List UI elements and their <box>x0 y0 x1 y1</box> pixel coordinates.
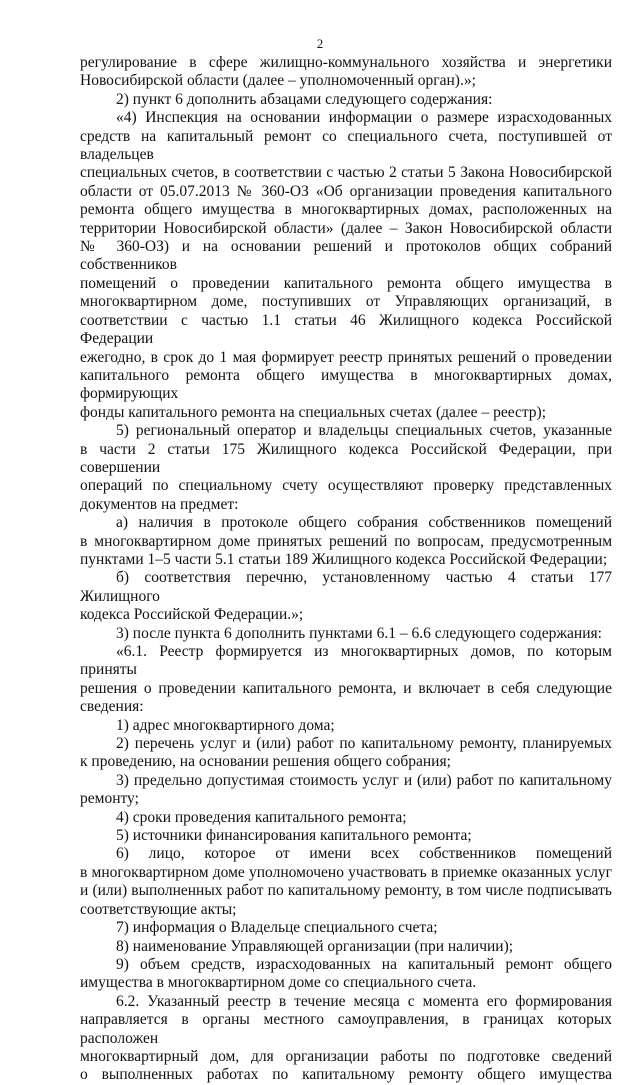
text-line: 1) адрес многоквартирного дома; <box>116 716 335 734</box>
text-line: Новосибирской области (далее – уполномоченный орган).»; <box>80 72 476 90</box>
text-line: кодекса Российской Федерации.»; <box>80 606 304 624</box>
text-line: 5) региональный оператор и владельцы специальных счетов, указанные <box>116 422 612 440</box>
text-line: «4) Инспекция на основании информации о размере израсходованных <box>116 109 612 127</box>
text-line: 8) наименование Управляющей организации (при наличии); <box>116 937 514 955</box>
text-line: о выполненных работах по капитальному ремонту общего имущества <box>80 1066 612 1084</box>
text-line: решения о проведении капитального ремонта, и включает в себя следующие сведения: <box>80 679 612 716</box>
text-line: регулирование в сфере жилищно-коммунального хозяйства и энергетики <box>80 54 612 71</box>
text-line: 5) источники финансирования капитального ремонта; <box>116 827 472 845</box>
text-line: к проведению, на основании решения общего собрания; <box>80 753 451 771</box>
text-line: 3) после пункта 6 дополнить пунктами 6.1 – 6.6 следующего содержания: <box>116 624 602 642</box>
text-line: 3) предельно допустимая стоимость услуг и (или) работ по капитальному <box>116 771 612 789</box>
text-line: 9) объем средств, израсходованных на капитальный ремонт общего <box>116 955 612 973</box>
document-body <box>80 54 612 1085</box>
text-line: соответствующие акты; <box>80 900 237 918</box>
text-line: № 360-ОЗ) и на основании решений и протоколов общих собраний собственников <box>80 238 612 274</box>
text-line: территории Новосибирской области» (далее – Закон Новосибирской области <box>80 219 612 237</box>
text-line: операций по специальному счету осуществляют проверку представленных <box>80 477 612 495</box>
text-line: 6) лицо, которое от имени всех собственников помещений <box>116 845 612 863</box>
text-line: имущества в многоквартирном доме со специального счета. <box>80 974 477 992</box>
text-line: документов на предмет: <box>80 495 239 513</box>
text-line: ремонта общего имущества в многоквартирных домах, расположенных на <box>80 201 612 219</box>
text-line: ежегодно, в срок до 1 мая формирует реестр принятых решений о проведении <box>80 348 612 366</box>
text-line: в многоквартирном доме принятых решений по вопросам, предусмотренным <box>80 532 612 550</box>
text-line: 2) перечень услуг и (или) работ по капитальному ремонту, планируемых <box>116 735 612 753</box>
text-line: ремонту; <box>80 790 139 808</box>
text-line: «6.1. Реестр формируется из многоквартирных домов, по которым приняты <box>80 643 612 679</box>
text-line: б) соответствия перечню, установленному частью 4 статьи 177 Жилищного <box>80 569 612 605</box>
text-line: направляется в органы местного самоуправления, в границах которых расположен <box>80 1011 612 1047</box>
text-line: многоквартирном доме, поступивших от Управляющих организаций, в <box>80 293 612 311</box>
text-line: в части 2 статьи 175 Жилищного кодекса Российской Федерации, при совершении <box>80 440 612 476</box>
text-line: 7) информация о Владельце специального счета; <box>116 919 438 937</box>
text-line: пунктами 1–5 части 5.1 статьи 189 Жилищного кодекса Российской Федерации; <box>80 550 608 568</box>
text-line: капитального ремонта общего имущества в многоквартирных домах, формирующих <box>80 366 612 403</box>
text-line: области от 05.07.2013 № 360-ОЗ «Об организации проведения капитального <box>80 182 612 200</box>
text-line: соответствии с частью 1.1 статьи 46 Жилищного кодекса Российской Федерации <box>80 311 612 348</box>
page-number: 2 <box>316 36 324 51</box>
text-line: 4) сроки проведения капитального ремонта; <box>116 808 407 826</box>
text-line: в многоквартирном доме уполномочено участвовать в приемке оказанных услуг <box>80 863 612 881</box>
text-line: и (или) выполненных работ по капитальному ремонту, в том числе подписывать <box>80 882 612 900</box>
text-line: 2) пункт 6 дополнить абзацами следующего содержания: <box>116 90 493 108</box>
text-line: специальных счетов, в соответствии с частью 2 статьи 5 Закона Новосибирской <box>80 164 612 182</box>
text-line: а) наличия в протоколе общего собрания собственников помещений <box>116 514 612 532</box>
text-line: средств на капитальный ремонт со специального счета, поступившей от владельцев <box>80 127 612 164</box>
text-line: 6.2. Указанный реестр в течение месяца с момента его формирования <box>116 992 612 1010</box>
text-line: фонды капитального ремонта на специальных счетах (далее – реестр); <box>80 403 547 421</box>
text-line: помещений о проведении капитального ремонта общего имущества в <box>80 274 612 292</box>
text-line: многоквартирный дом, для организации работы по подготовке сведений <box>80 1047 612 1065</box>
